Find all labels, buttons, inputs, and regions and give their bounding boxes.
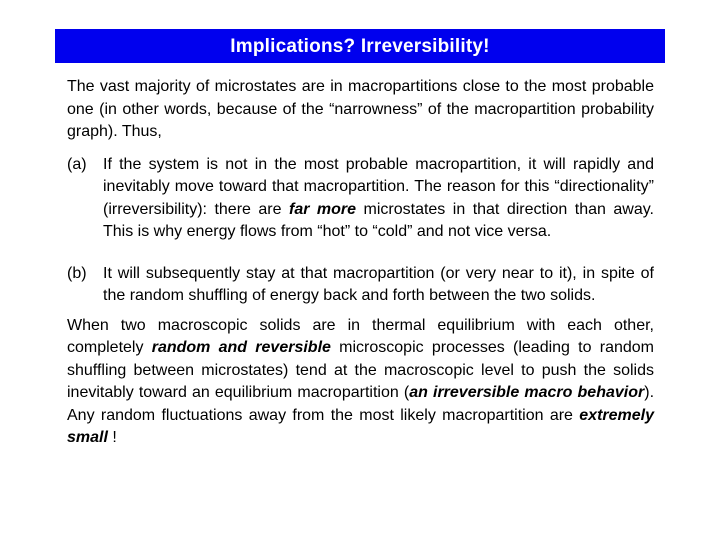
slide-body — [67, 76, 654, 450]
intro-paragraph: The vast majority of microstates are in macropartitions close to the most probable one (in other words, because of the “narrowness” of the macropartition probability graph). Thus, — [67, 78, 654, 140]
conclusion-text: When two macroscopic solids are in thermal equilibrium with each other, completely — [67, 316, 654, 356]
emphasis-text: random and reversible — [151, 339, 331, 356]
list-item-text: microstates in that direction than away. This is why energy flows from “hot” to “cold” and not vice versa. — [103, 200, 654, 240]
emphasis-text: far more — [289, 200, 357, 218]
list-item-text: If the system is not in the most probable macropartition, it will rapidly and inevitably move toward that macropartition. The reason for this “directionality” (irreversibility): there are — [103, 155, 654, 218]
conclusion-paragraph — [67, 315, 654, 450]
conclusion-text: ! — [107, 429, 117, 446]
list-item-label: (b) — [67, 264, 87, 282]
slide-title: Implications? Irreversibility! — [55, 29, 665, 63]
list-item-label: (a) — [67, 155, 87, 173]
emphasis-text: extremely small — [67, 406, 654, 446]
list-item-text: It will subsequently stay at that macropartition (or very near to it), in spite of the random shuffling of energy back and forth between the two solids. — [103, 264, 654, 304]
conclusion-text: microscopic processes (leading to random shuffling between microstates) tend at the macroscopic level to push the solids inevitably toward an equilibrium macropartition ( — [67, 339, 654, 401]
conclusion-text: ). Any random fluctuations away from the most likely macropartition are — [67, 384, 655, 424]
list-item-b — [67, 263, 654, 308]
emphasis-text: an irreversible macro behavior — [409, 384, 645, 401]
list-item-a — [67, 154, 654, 244]
